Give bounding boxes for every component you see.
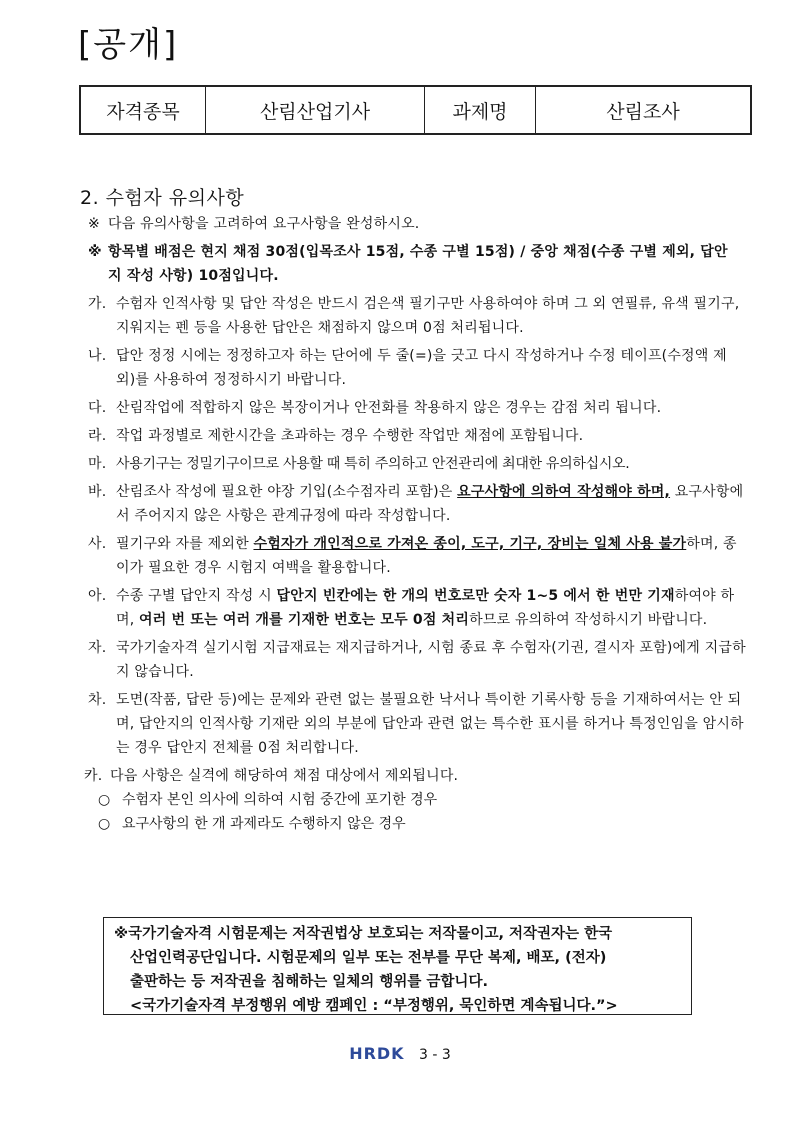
disqualification-item — [98, 812, 728, 836]
section-title: 2. 수험자 유의사항 — [80, 187, 245, 209]
circle-bullet-icon: ○ — [98, 816, 111, 832]
item-mark: 가. — [88, 296, 107, 312]
sub-item-text: 요구사항의 한 개 과제라도 수행하지 않은 경우 — [122, 816, 406, 832]
item-mark: 마. — [88, 456, 107, 472]
item-cha — [88, 688, 746, 760]
item-text-part: 하며, 종이가 필요한 경우 시험지 여백을 활용합니다. — [116, 536, 737, 576]
disqualification-item — [98, 788, 728, 812]
item-emphasis: 답안지 빈칸에는 한 개의 번호로만 숫자 1~5 에서 한 번만 기재 — [276, 588, 675, 604]
item-text: 도면(작품, 답란 등)에는 문제와 관련 없는 불필요한 낙서나 특이한 기록사항 등을 기재하여서는 안 되며, 답안지의 인적사항 기재란 외의 부분에 답안과 관련 없는 특수한 표시를 하거나 특정인임을 암시하는 경우 답안지 전체를 0점 처리합니다. — [116, 692, 744, 756]
item-text-part: 수종 구별 답안지 작성 시 — [116, 588, 277, 604]
item-a — [88, 584, 746, 632]
instructions-body — [84, 212, 746, 836]
note-mark: ※ — [88, 244, 102, 260]
note-text: 항목별 배점은 현지 채점 30점(입목조사 15점, 수종 구별 15점) / 중앙 채점(수종 구별 제외, 답안지 작성 사항) 10점입니다. — [108, 244, 728, 284]
item-mark: 카. — [84, 768, 103, 784]
item-mark: 차. — [88, 692, 107, 708]
hrdk-logo: HRDK — [349, 1044, 405, 1063]
item-mark: 라. — [88, 428, 107, 444]
note-mark: ※ — [88, 216, 100, 232]
item-mark: 나. — [88, 348, 107, 364]
item-text: 작업 과정별로 제한시간을 초과하는 경우 수행한 작업만 채점에 포함됩니다. — [116, 428, 584, 444]
item-ja — [88, 636, 746, 684]
item-ka — [84, 764, 740, 788]
item-text-part: 산림조사 작성에 필요한 야장 기입(소수점자리 포함)은 — [116, 484, 458, 500]
header-value-task: 산림조사 — [536, 86, 752, 134]
item-text: 사용기구는 정밀기구이므로 사용할 때 특히 주의하고 안전관리에 최대한 유의하십시오. — [116, 456, 630, 472]
item-ra — [88, 424, 746, 448]
item-text: 수험자 인적사항 및 답안 작성은 반드시 검은색 필기구만 사용하여야 하며 그 외 연필류, 유색 필기구, 지워지는 펜 등을 사용한 답안은 채점하지 않으며 0점 처리됩니다. — [116, 296, 740, 336]
sub-item-text: 수험자 본인 의사에 의하여 시험 중간에 포기한 경우 — [122, 792, 438, 808]
item-ga — [88, 292, 746, 340]
copyright-line: 출판하는 등 저작권을 침해하는 일체의 행위를 금합니다. — [130, 974, 488, 990]
item-text: 다음 사항은 실격에 해당하여 채점 대상에서 제외됩니다. — [110, 768, 459, 784]
item-text-part: 요구사항에서 주어지지 않은 사항은 관계규정에 따라 작성합니다. — [116, 484, 744, 524]
item-mark: 바. — [88, 484, 107, 500]
item-mark: 아. — [88, 588, 107, 604]
item-text-part: 하여야 하며, — [116, 588, 735, 628]
header-label-task: 과제명 — [425, 86, 536, 134]
circle-bullet-icon: ○ — [98, 792, 111, 808]
page-number: 3 - 3 — [419, 1047, 451, 1063]
copyright-line: ※국가기술자격 시험문제는 저작권법상 보호되는 저작물이고, 저작권자는 한국 — [114, 926, 613, 942]
item-text: 답안 정정 시에는 정정하고자 하는 단어에 두 줄(=)을 긋고 다시 작성하거나 수정 테이프(수정액 제외)를 사용하여 정정하시기 바랍니다. — [116, 348, 727, 388]
header-label-qualification: 자격종목 — [80, 86, 206, 134]
item-text-part: 필기구와 자를 제외한 — [116, 536, 254, 552]
item-mark: 자. — [88, 640, 107, 656]
copyright-line: 산업인력공단입니다. 시험문제의 일부 또는 전부를 무단 복제, 배포, (전자) — [130, 950, 607, 966]
note-line — [88, 240, 728, 288]
item-emphasis: 여러 번 또는 여러 개를 기재한 번호는 모두 0점 처리 — [139, 612, 470, 628]
item-text: 국가기술자격 실기시험 지급재료는 재지급하거나, 시험 종료 후 수험자(기권, 결시자 포함)에게 지급하지 않습니다. — [116, 640, 746, 680]
header-table — [79, 85, 752, 135]
page-tag: [공개] — [78, 25, 179, 65]
copyright-notice — [103, 917, 692, 1015]
item-da — [88, 396, 746, 420]
item-ba — [88, 480, 746, 528]
note-line — [88, 212, 728, 236]
item-mark: 사. — [88, 536, 107, 552]
campaign-line: <국가기술자격 부정행위 예방 캠페인 : “부정행위, 묵인하면 계속됩니다.”> — [130, 998, 618, 1014]
item-na — [88, 344, 746, 392]
item-emphasis: 수험자가 개인적으로 가져온 종이, 도구, 기구, 장비는 일체 사용 불가 — [253, 536, 687, 552]
page-footer — [0, 1044, 800, 1065]
item-emphasis: 요구사항에 의하여 작성해야 하며, — [457, 484, 671, 500]
item-ma — [88, 452, 746, 476]
item-sa — [88, 532, 746, 580]
item-mark: 다. — [88, 400, 107, 416]
item-text-part: 하므로 유의하여 작성하시기 바랍니다. — [469, 612, 708, 628]
item-text: 산림작업에 적합하지 않은 복장이거나 안전화를 착용하지 않은 경우는 감점 처리 됩니다. — [116, 400, 662, 416]
header-value-qualification: 산림산업기사 — [206, 86, 425, 134]
note-text: 다음 유의사항을 고려하여 요구사항을 완성하시오. — [108, 216, 420, 232]
